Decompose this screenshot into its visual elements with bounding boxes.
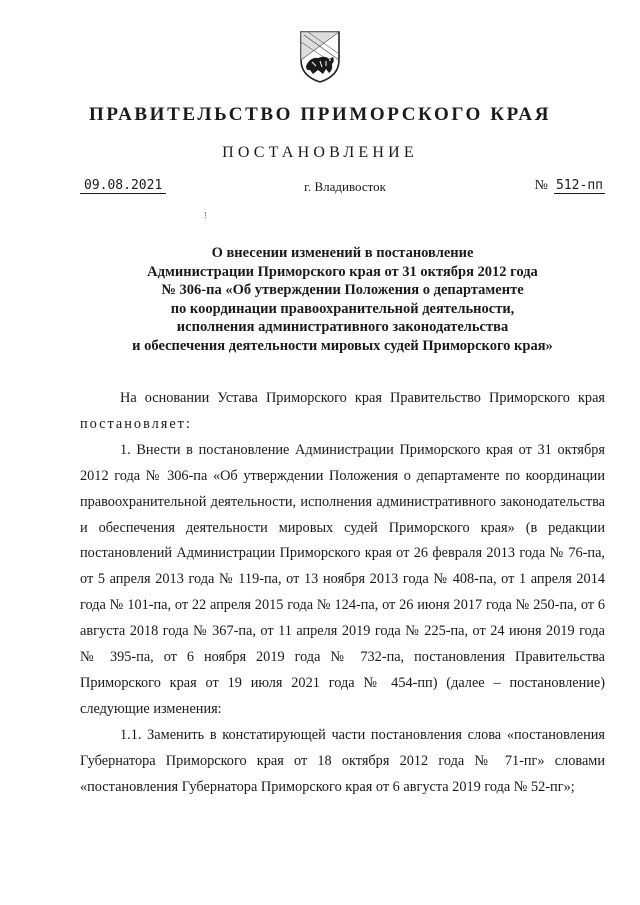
document-city: г. Владивосток [304,179,386,194]
subject-line: по координации правоохранительной деятельности, [170,300,515,317]
document-subject [80,244,605,356]
subject-line: О внесении изменений в постановление [211,245,474,261]
paragraph-item-1-1: 1.1. Заменить в констатирующей части постановления слова «постановления Губернатора Приморского края от 18 октября 2012 года № 71-пг» словами «постановления Губернатора Приморского края от 6 августа 2019 года № 52-пг»; [80,726,605,795]
subject-line: Администрации Приморского края от 31 октября 2012 года [147,263,538,280]
number-sign: № [534,178,549,193]
number-value: 512-пп [556,178,603,193]
subject-line: исполнения административного законодательства [176,319,509,336]
document-body [80,386,605,801]
document-date: 09.08.2021 [80,178,166,194]
primorsky-krai-coat-of-arms-icon [298,30,342,84]
fold-mark [205,212,206,218]
government-title: ПРАВИТЕЛЬСТВО ПРИМОРСКОГО КРАЯ [88,104,552,125]
document-meta-row [80,178,605,200]
subject-line: и обеспечения деятельности мировых судей Приморского края» [132,337,553,354]
preamble-text: На основании Устава Приморского края Правительство Приморского края [120,390,605,406]
document-type: ПОСТАНОВЛЕНИЕ [222,144,418,161]
paragraph-preamble [80,386,605,438]
subject-line: № 306-па «Об утверждении Положения о департаменте [161,282,524,299]
document-number [535,178,605,194]
paragraph-item-1: 1. Внести в постановление Администрации Приморского края от 31 октября 2012 года № 306-па «Об утверждении Положения о департаменте по координации правоохранительной деятельности, исполнения административного законодательства и обеспечения деятельности мировых судей Приморского края» (в редакции постановлений Администрации Приморского края от 26 февраля 2013 года № 76-па, от 5 апреля 2013 года № 119-па, от 13 ноября 2013 года № 408-па, от 1 апреля 2014 года № 101-па, от 22 апреля 2015 года № 124-па, от 26 июня 2017 года № 250-па, от 6 августа 2018 года № 367-па, от 11 апреля 2019 года № 225-па, от 24 июня 2019 года № 395-па, от 6 ноября 2019 года № 732-па, постановления Правительства Приморского края от 19 июля 2021 года № 454-пп) (далее – постановление) следующие изменения: [80,441,605,717]
preamble-resolves: постановляет: [80,415,192,432]
